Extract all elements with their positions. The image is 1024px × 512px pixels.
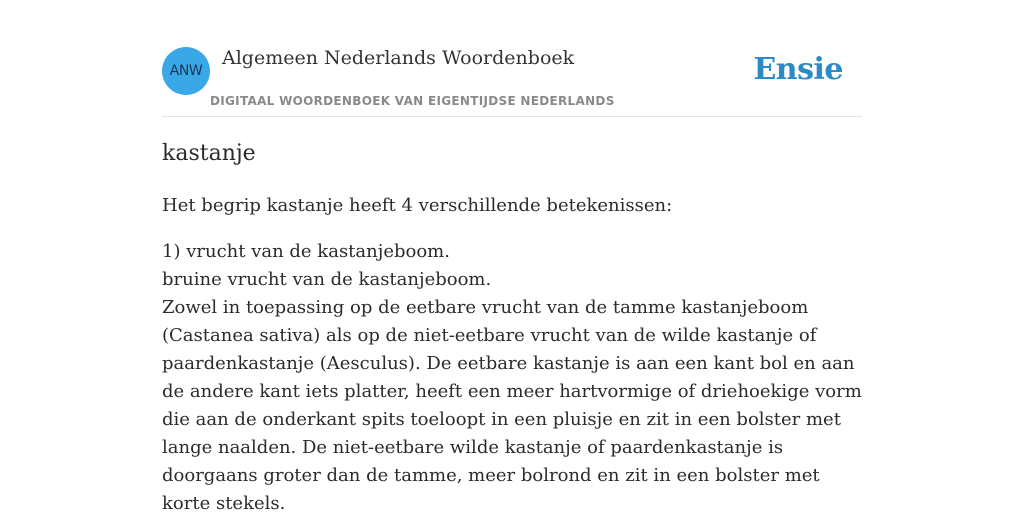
site-header (162, 0, 862, 117)
entry-title: kastanje (162, 141, 256, 166)
site-title[interactable]: Algemeen Nederlands Woordenboek (222, 47, 575, 69)
meaning-1-short-definition: bruine vrucht van de kastanjeboom. (162, 269, 492, 290)
meaning-1-heading: 1) vrucht van de kastanjeboom. (162, 241, 450, 262)
entry-content (162, 138, 862, 512)
entry-intro: Het begrip kastanje heeft 4 verschillende betekenissen: (162, 195, 673, 216)
meaning-1-description: Zowel in toepassing op de eetbare vrucht van de tamme kastanjeboom (Castanea sativa) als op de niet-eetbare vrucht van de wilde kastanje of paardenkastanje (Aesculus). De eetbare kastanje is aan een kant bol en aan de andere kant iets platter, heeft een meer hartvormige of driehoekige vorm die aan de onderkant spits toeloopt in een pluisje en zit in een bolster met lange naalden. De niet-eetbare wilde kastanje of paardenkastanje is doorgaans groter dan de tamme, meer bolrond en zit in een bolster met korte stekels. (162, 297, 862, 512)
site-subtitle: DIGITAAL WOORDENBOEK VAN EIGENTIJDSE NEDERLANDS (210, 94, 615, 108)
meaning-1 (162, 238, 862, 512)
anw-logo[interactable]: ANW (162, 47, 210, 95)
ensie-brand-link[interactable]: Ensie (753, 52, 843, 87)
